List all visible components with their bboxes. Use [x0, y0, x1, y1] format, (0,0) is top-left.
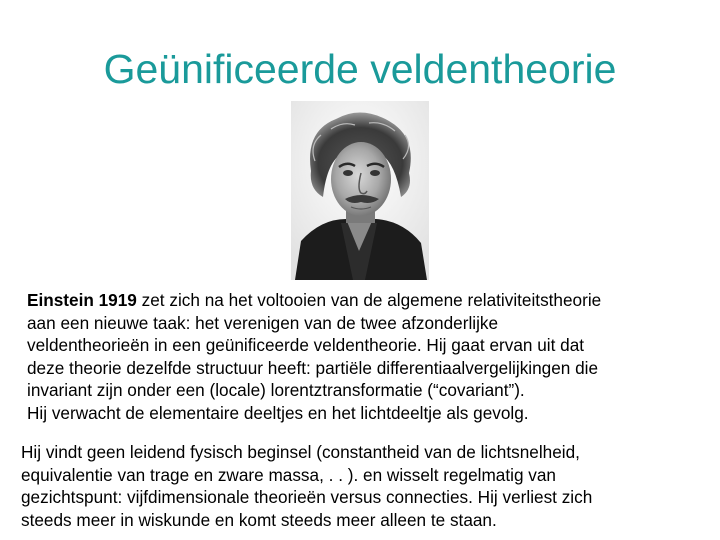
paragraph-line: Hij verwacht de elementaire deeltjes en het lichtdeeltje als gevolg.: [27, 402, 529, 423]
paragraph-lead: Einstein 1919: [27, 290, 137, 310]
paragraph-line: gezichtspunt: vijfdimensionale theorieën versus connecties. Hij verliest zich: [21, 487, 593, 508]
paragraph-line: steeds meer in wiskunde en komt steeds meer alleen te staan.: [21, 509, 497, 530]
paragraph-einstein-1919: [27, 289, 707, 425]
paragraph-line-text: zet zich na het voltooien van de algemene relativiteitstheorie: [136, 290, 602, 310]
paragraph-line: invariant zijn onder een (locale) lorentztransformatie (“covariant”).: [27, 380, 525, 401]
slide-title: Geünificeerde veldentheorie: [103, 46, 617, 92]
portrait-photo: [291, 101, 429, 280]
paragraph-line: veldentheorieën in een geünificeerde veldentheorie. Hij gaat ervan uit dat: [27, 335, 585, 356]
paragraph-line: aan een nieuwe taak: het verenigen van de twee afzonderlijke: [27, 312, 499, 333]
paragraph-leidend-beginsel: [21, 441, 711, 531]
paragraph-line: deze theorie dezelfde structuur heeft: partiële differentiaalvergelijkingen die: [27, 357, 599, 378]
paragraph-line: Hij vindt geen leidend fysisch beginsel (constantheid van de lichtsnelheid,: [21, 442, 580, 462]
paragraph-line: [27, 289, 707, 312]
paragraph-line: equivalentie van trage en zware massa, . . ). en wisselt regelmatig van: [21, 464, 556, 485]
